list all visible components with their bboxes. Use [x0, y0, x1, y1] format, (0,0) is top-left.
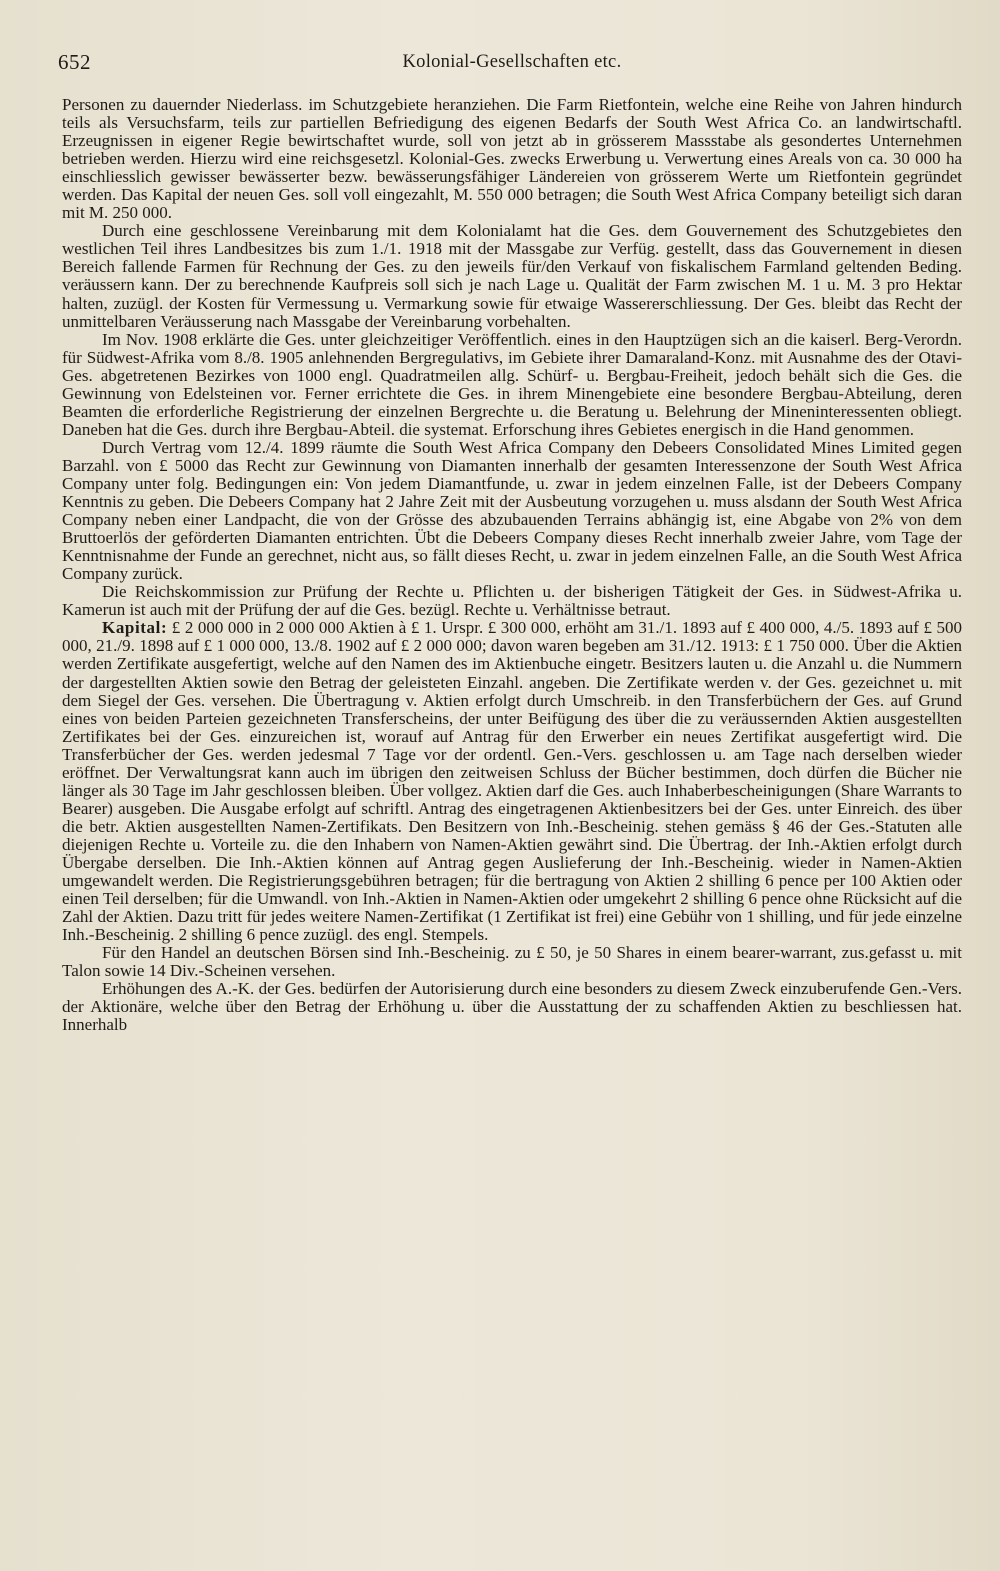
section-lead-kapital: Kapital:	[102, 618, 168, 638]
paragraph: Für den Handel an deutschen Börsen sind Inh.-Bescheinig. zu £ 50, je 50 Shares in einem bearer-warrant, zus.gefasst u. mit Talon sowie 14 Div.-Scheinen versehen.	[62, 943, 962, 981]
running-head: Kolonial-Gesellschaften etc.	[402, 52, 622, 72]
paragraph: Durch Vertrag vom 12./4. 1899 räumte die South West Africa Company den Debeers Consolidated Mines Limited gegen Barzahl. von £ 5000 das Recht zur Gewinnung von Diamanten innerhalb der gesamten Interessenzone der South West Africa Company unter folg. Bedingungen ein: Von jedem Diamantfunde, u. zwar in jedem einzelnen Falle, ist der Debeers Company Kenntnis zu geben. Die Debeers Company hat 2 Jahre Zeit mit der Ausbeutung vorzugehen u. muss alsdann der South West Africa Company neben einer Landpacht, die von der Grösse des abzubauenden Terrains abhängig ist, eine Abgabe von 2% von dem Bruttoerlös der geförderten Diamanten entrichten. Übt die Debeers Company dieses Recht innerhalb zweier Jahre, vom Tage der Kenntnisnahme der Funde an gerechnet, nicht aus, so fällt dieses Recht, u. zwar in jedem einzelnen Falle, an die South West Africa Company zurück.	[62, 437, 962, 584]
paragraph-text: £ 2 000 000 in 2 000 000 Aktien à £ 1. Urspr. £ 300 000, erhöht am 31./1. 1893 auf £ 400 000, 4./5. 1893 auf £ 500 000, 21./9. 1898 auf £ 1 000 000, 13./8. 1902 auf £ 2 000 000; davon waren begeben am 31./12. 1913: £ 1 750 000. Über die Aktien werden Zertifikate ausgefertigt, welche auf den Namen des im Aktienbuche eingetr. Besitzers lauten u. die Anzahl u. die Nummern der dargestellten Aktien sowie den Betrag der geleisteten Einzahl. angeben. Die Zertifikate werden v. der Ges. gezeichnet u. mit dem Siegel der Ges. versehen. Die Übertragung v. Aktien erfolgt durch Umschreib. in den Transferbüchern der Ges. auf Grund eines von beiden Parteien gezeichneten Transferscheins, der unter Beifügung des über die zu veräussernden Aktien ausgestellten Zertifikates bei der Ges. einzureichen ist, worauf auf Antrag für den Erwerber ein neues Zertifikat ausgefertigt wird. Die Transferbücher der Ges. werden jedesmal 7 Tage vor der ordentl. Gen.-Vers. geschlossen u. am Tage nach derselben wieder eröffnet. Der Verwaltungsrat kann auch im übrigen den zeitweisen Schluss der Bücher bestimmen, doch dürfen die Bücher nie länger als 30 Tage im Jahr geschlossen bleiben. Über vollgez. Aktien darf die Ges. auch Inhaberbescheinigungen (Share Warrants to Bearer) ausgeben. Die Ausgabe erfolgt auf schriftl. Antrag des eingetragenen Aktienbesitzers bei der Ges. unter Einreich. des über die betr. Aktien ausgestellten Namen-Zertifikats. Den Besitzern von Inh.-Bescheinig. stehen gemäss § 46 der Ges.-Statuten alle diejenigen Rechte u. Vorteile zu. die den Inhabern von Namen-Aktien gewährt sind. Die Übertrag. der Inh.-Aktien erfolgt durch Übergabe derselben. Die Inh.-Aktien können auf Antrag gegen Auslieferung der Inh.-Bescheinig. wieder in Namen-Aktien umgewandelt werden. Die Registrierungsgebühren betragen; für die bertragung von Aktien 2 shilling 6 pence per 100 Aktien oder einen Teil derselben; für die Umwandl. von Inh.-Aktien in Namen-Aktien oder umgekehrt 2 shilling 6 pence ohne Rücksicht auf die Zahl der Aktien. Dazu tritt für jedes weitere Namen-Zertifikat (1 Zertifikat ist frei) eine Gebühr von 1 shilling, und für jede einzelne Inh.-Bescheinig. 2 shilling 6 pence zuzügl. des engl. Stempels.	[62, 618, 962, 945]
paragraph: Erhöhungen des A.-K. der Ges. bedürfen der Autorisierung durch eine besonders zu diesem Zweck einzuberufende Gen.-Vers. der Aktionäre, welche über den Betrag der Erhöhung u. über die Ausstattung der zu schaffenden Aktien zu beschliessen hat. Innerhalb	[62, 979, 962, 1035]
paragraph: Im Nov. 1908 erklärte die Ges. unter gleichzeitiger Veröffentlich. eines in den Hauptzügen sich an die kaiserl. Berg-Verordn. für Südwest-Afrika vom 8./8. 1905 anlehnenden Bergregulativs, im Gebiete ihrer Damaraland-Konz. mit Ausnahme des der Otavi-Ges. abgetretenen Bezirkes von 1000 engl. Quadratmeilen allg. Schürf- u. Bergbau-Freiheit, jedoch behält sich die Ges. die Gewinnung von Edelsteinen vor. Ferner errichtete die Ges. in ihrem Minengebiete eine besondere Bergbau-Abteilung, deren Beamten die erforderliche Registrierung der einzelnen Bergrechte u. die Beratung u. Belehrung der Mineninteressenten obliegt. Daneben hat die Ges. durch ihre Bergbau-Abteil. die systemat. Erforschung ihres Gebietes energisch in die Hand genommen.	[62, 329, 962, 439]
paragraph: Personen zu dauernder Niederlass. im Schutzgebiete heranziehen. Die Farm Rietfontein, welche eine Reihe von Jahren hindurch teils als Versuchsfarm, teils zur partiellen Befriedigung des eigenen Bedarfs der South West Africa Co. an landwirtschaftl. Erzeugnissen in eigener Regie bewirtschaftet wurde, soll von jetzt ab in grösserem Massstabe als gesondertes Unternehmen betrieben werden. Hierzu wird eine reichsgesetzl. Kolonial-Ges. zwecks Erwerbung u. Verwertung eines Areals von ca. 30 000 ha einschliesslich gewisser bewässerter bezw. bewässerungsfähiger Ländereien von grösserem Werte um Rietfontein gegründet werden. Das Kapital der neuen Ges. soll voll eingezahlt, M. 550 000 betragen; die South West Africa Company beteiligt sich daran mit M. 250 000.	[62, 95, 962, 223]
paragraph-kapital	[62, 619, 962, 944]
page-body	[62, 96, 962, 1034]
page-header	[58, 44, 962, 84]
page-number: 652	[58, 50, 91, 74]
paragraph: Die Reichskommission zur Prüfung der Rechte u. Pflichten u. der bisherigen Tätigkeit der Ges. in Südwest-Afrika u. Kamerun ist auch mit der Prüfung der auf die Ges. bezügl. Rechte u. Verhältnisse betraut.	[62, 582, 962, 620]
paragraph: Durch eine geschlossene Vereinbarung mit dem Kolonialamt hat die Ges. dem Gouvernement des Schutzgebietes den westlichen Teil ihres Landbesitzes bis zum 1./1. 1918 mit der Massgabe zur Verfüg. gestellt, dass das Gouvernement in diesen Bereich fallende Farmen für Rechnung der Ges. zu den jeweils für/den Verkauf von fiskalischem Farmland geltenden Beding. veräussern kann. Der zu berechnende Kaufpreis soll sich je nach Lage u. Qualität der Farm zwischen M. 1 u. M. 3 pro Hektar halten, zuzügl. der Kosten für Vermessung u. Vermarkung sowie für etwaige Wassererschliessung. Der Ges. bleibt das Recht der unmittelbaren Veräusserung nach Massgabe der Vereinbarung vorbehalten.	[62, 221, 962, 331]
